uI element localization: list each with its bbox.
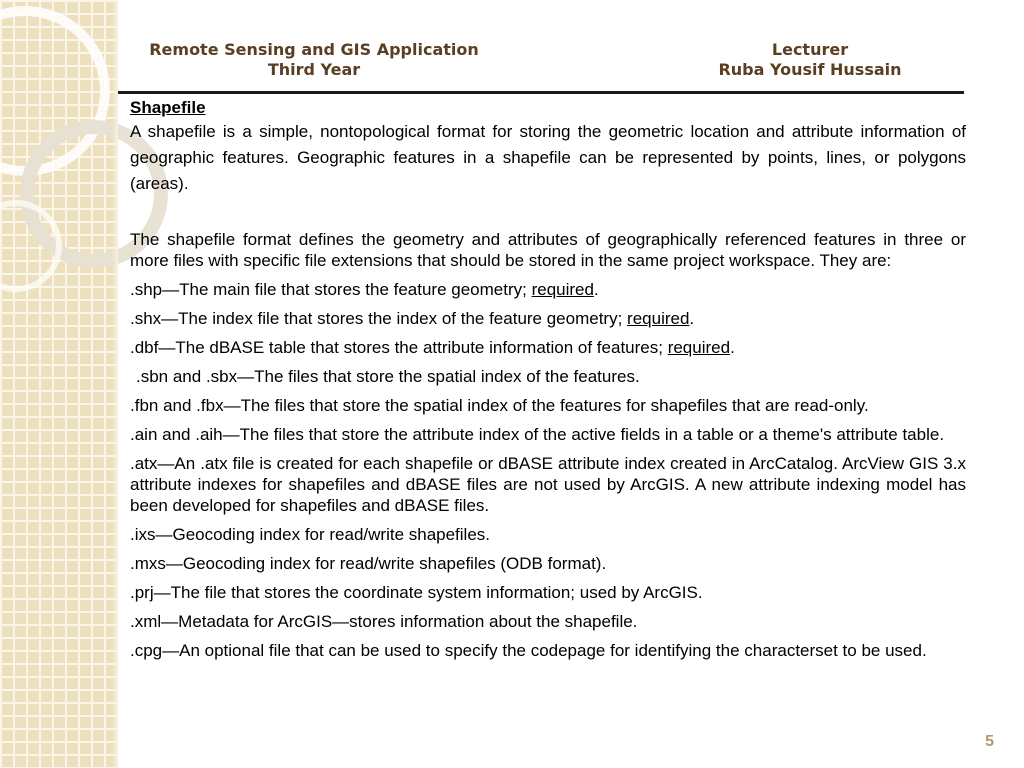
required-label: required <box>627 309 690 328</box>
list-item: .xml—Metadata for ArcGIS—stores information about the shapefile. <box>130 612 638 631</box>
required-label: required <box>667 338 731 357</box>
lecturer-header <box>690 40 930 80</box>
list-item: .dbf—The dBASE table that stores the attribute information of features; required. <box>130 338 735 357</box>
definition-paragraph: The shapefile format defines the geometry and attributes of geographically referenced features in three or more files with specific file extensions that should be stored in the same project workspace. They are: <box>130 230 966 270</box>
list-item: .shp—The main file that stores the feature geometry; required. <box>130 280 599 299</box>
lecturer-name: Ruba Yousif Hussain <box>718 60 902 79</box>
file-extension-list <box>130 279 966 661</box>
list-item: .prj—The file that stores the coordinate system information; used by ArcGIS. <box>130 583 703 602</box>
list-item: .cpg—An optional file that can be used to specify the codepage for identifying the characterset to be used. <box>130 641 927 660</box>
section-title: Shapefile <box>130 98 206 117</box>
decorative-side-strip <box>0 0 118 768</box>
list-item: .shx—The index file that stores the index of the feature geometry; required. <box>130 309 695 328</box>
list-item: .mxs—Geocoding index for read/write shapefiles (ODB format). <box>130 554 607 573</box>
course-title: Remote Sensing and GIS Application <box>149 40 479 59</box>
course-header <box>144 40 484 80</box>
list-item: .sbn and .sbx—The files that store the spatial index of the features. <box>136 367 640 386</box>
required-label: required <box>531 280 594 299</box>
list-item: .fbn and .fbx—The files that store the spatial index of the features for shapefiles that are read-only. <box>130 396 869 415</box>
list-item: .ixs—Geocoding index for read/write shapefiles. <box>130 525 491 544</box>
lecturer-label: Lecturer <box>771 40 849 59</box>
intro-paragraph: A shapefile is a simple, nontopological format for storing the geometric location and attribute information of geographic features. Geographic features in a shapefile can be represented by points, lines, or polygons (areas). <box>130 122 966 193</box>
page-number: 5 <box>985 733 994 750</box>
course-year: Third Year <box>267 60 361 79</box>
list-item: .ain and .aih—The files that store the attribute index of the active fields in a table or a theme's attribute table. <box>130 425 945 444</box>
header-divider <box>118 91 964 94</box>
list-item: .atx—An .atx file is created for each shapefile or dBASE attribute index created in ArcCatalog. ArcView GIS 3.x attribute indexes for shapefiles and dBASE files are not used by ArcGIS. A new attribute indexing model has been developed for shapefiles and dBASE files. <box>130 454 966 515</box>
slide-body <box>130 97 966 661</box>
